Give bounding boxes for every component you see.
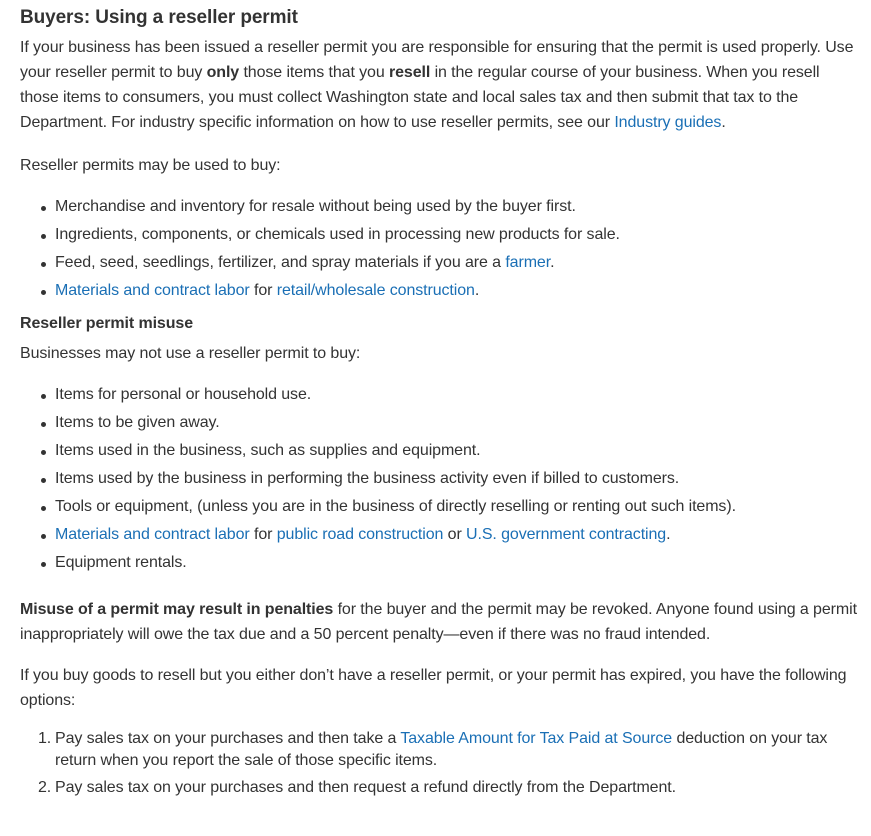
us-government-contracting-link[interactable]: U.S. government contracting [466,526,667,543]
options-list [20,728,861,799]
farmer-link[interactable]: farmer [505,254,551,271]
text: for the buyer and the permit may be revoked. Anyone found using a permit inappropriately will owe the tax due and a 50 percent penalty—even if there was no fraud intended. [20,601,857,643]
intro-paragraph [20,35,861,135]
list-item [38,777,861,799]
materials-contract-labor-link[interactable]: Materials and contract labor [55,282,250,299]
list-number: 1. [38,730,52,747]
emphasis-only: only [206,64,240,81]
list-item: Items for personal or household use. [55,381,861,409]
materials-contract-labor-link[interactable]: Materials and contract labor [55,526,250,543]
list-item: Items used by the business in performing the business activity even if billed to customers. [55,465,861,493]
allowed-list [20,193,861,305]
list-item [55,521,861,549]
text: in the regular course of your business. When you resell those items to consumers, you must collect Washington state and local sales tax and then submit that tax to the Department. For industry specific information on how to use reseller permits, see our [20,64,820,131]
industry-guides-link[interactable]: Industry guides [614,114,722,131]
misuse-list [20,381,861,577]
text: Feed, seed, seedlings, fertilizer, and spray materials if you are a [55,254,506,271]
list-item [55,249,861,277]
text: those items that you [239,64,389,81]
text: for [249,526,277,543]
list-item: Equipment rentals. [55,549,861,577]
text: Pay sales tax on your purchases and then request a refund directly from the Department. [55,779,676,796]
list-item: Items used in the business, such as supplies and equipment. [55,437,861,465]
list-item: Ingredients, components, or chemicals used in processing new products for sale. [55,221,861,249]
text: . [474,282,480,299]
taxable-amount-link[interactable]: Taxable Amount for Tax Paid at Source [400,730,673,747]
retail-wholesale-construction-link[interactable]: retail/wholesale construction [276,282,475,299]
list-item [55,277,861,305]
text: deduction on your tax return when you report the sale of those specific items. [55,730,828,769]
text: for [249,282,277,299]
list-item [38,728,861,772]
section-title: Buyers: Using a reseller permit [20,7,298,28]
penalty-paragraph [20,597,861,647]
public-road-construction-link[interactable]: public road construction [276,526,444,543]
emphasis-resell: resell [389,64,431,81]
text: or [443,526,467,543]
list-number: 2. [38,779,52,796]
allowed-intro: Reseller permits may be used to buy: [20,157,281,174]
text: . [666,526,671,543]
text: . [550,254,555,271]
text: If your business has been issued a reseller permit you are responsible for ensuring that the permit is used properly. Use your reseller permit to buy [20,39,854,81]
misuse-intro: Businesses may not use a reseller permit to buy: [20,345,361,362]
text: Pay sales tax on your purchases and then take a [55,730,401,747]
text: . [721,114,726,131]
options-intro: If you buy goods to resell but you either don’t have a reseller permit, or your permit has expired, you have the following options: [20,667,847,709]
list-item: Items to be given away. [55,409,861,437]
misuse-heading: Reseller permit misuse [20,315,193,332]
penalty-emphasis: Misuse of a permit may result in penalties [20,601,334,618]
list-item: Tools or equipment, (unless you are in the business of directly reselling or renting out such items). [55,493,861,521]
list-item: Merchandise and inventory for resale without being used by the buyer first. [55,193,861,221]
